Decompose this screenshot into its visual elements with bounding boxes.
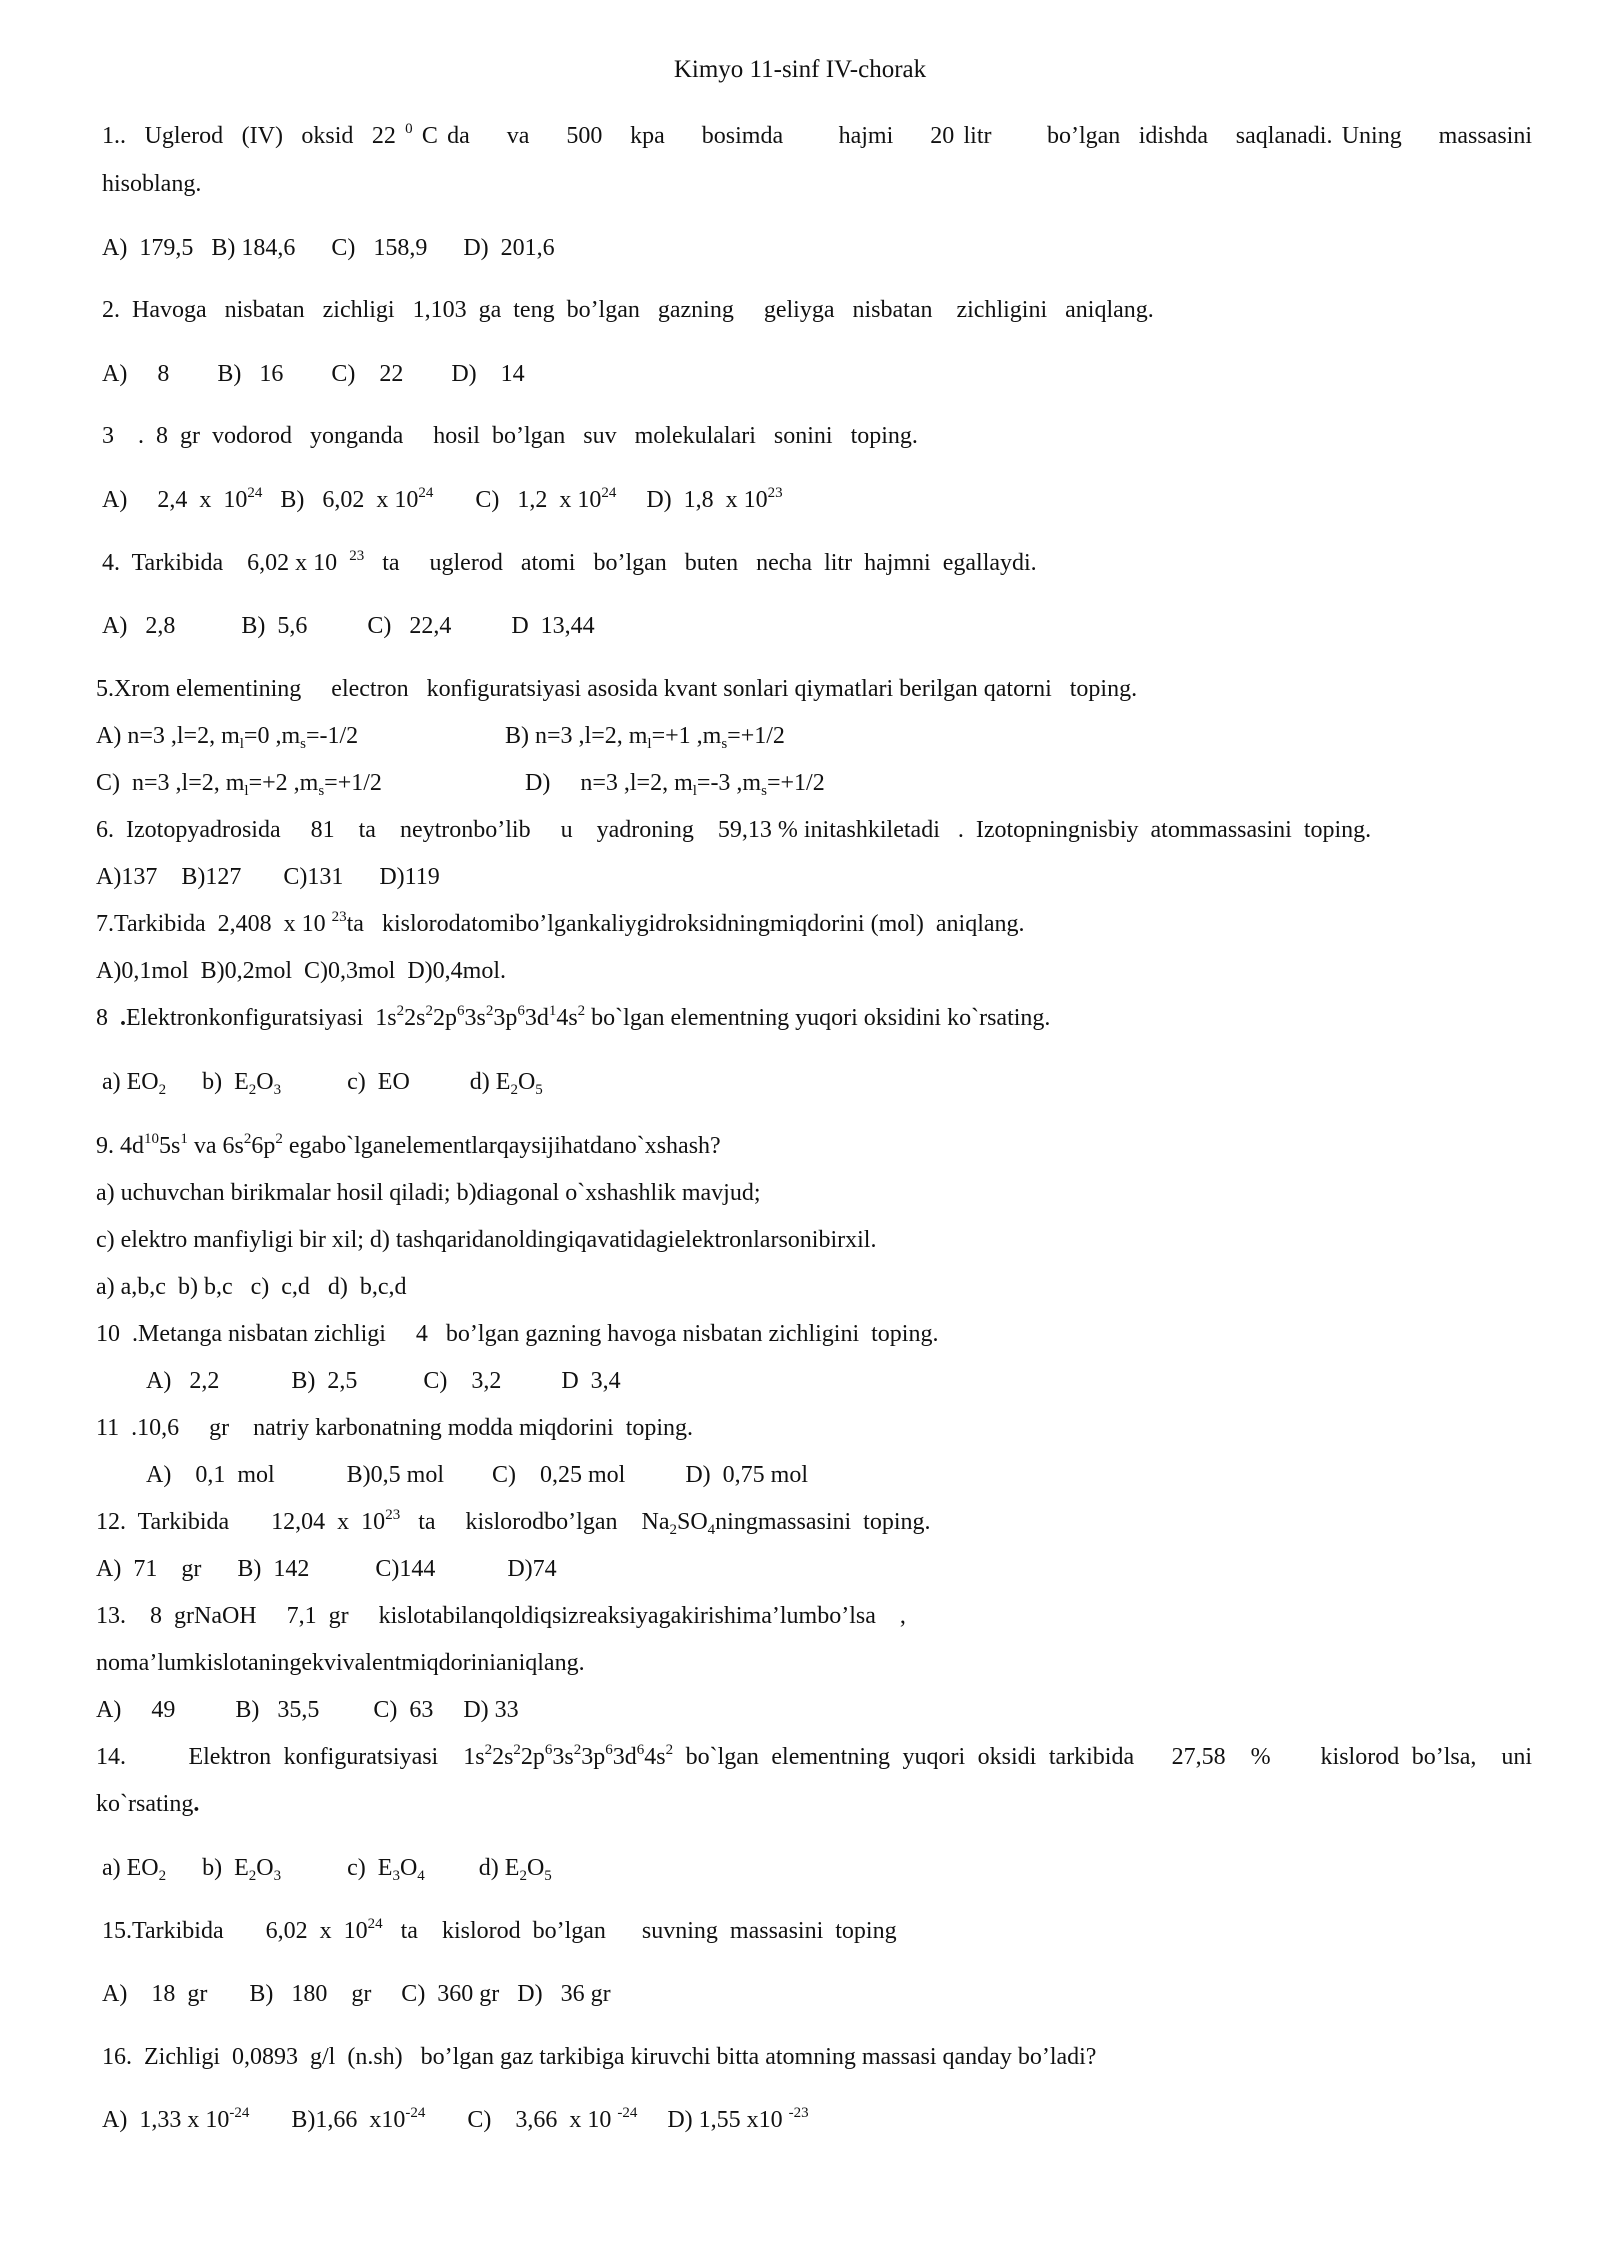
question-11-text: 11 .10,6 gr natriy karbonatning modda miqdorini toping. [96,1415,694,1441]
question-12-text: 12. Tarkibida 12,04 x $10^{23}$ ta kislorodbo’lgan $Na_2SO_4ningmassasini$ toping. [96,1507,931,1538]
question-16-text: 16. Zichligi 0,0893 g/l (n.sh) bo’lgan gaz tarkibiga kiruvchi bitta atomning massasi qanday bo’ladi? [102,2044,1097,2070]
question-15-text: 15.Tarkibida 6,02 x $10^{24}$ ta kislorod bo’lgan suvning massasini toping [102,1916,897,1944]
page-title: Kimyo 11-sinf IV-chorak [673,56,927,83]
question-1-text-cont: hisoblang. [102,171,202,197]
question-7-options: A)0,1mol B)0,2mol C)0,3mol D)0,4mol. [96,958,506,984]
question-2-options: A) 8 B) 16 C) 22 D) 14 [102,361,525,387]
question-9-text: 9. $4d^{10}5s^1$ va $6s^26p^2$ egabo`lganelementlarqaysijihatdano`xshash? [96,1131,721,1159]
question-7-text: 7.Tarkibida 2,408 x 10 $^{23}$ta kislorodatomibo’lgankaliygidroksidningmiqdorini (mol) aniqlang. [96,909,1025,937]
question-5-option-c: C) n=3 ,l=2, $m_l=+2$ $,m_s=+1/2$ [96,770,382,799]
question-6-text: 6. Izotopyadrosida 81 ta neytronbo’lib u yadroning 59,13 % initashkiletadi . Izotopningnisbiy atommassasini toping. [96,817,1372,843]
question-14-text-cont: ko`rsating. [96,1791,200,1817]
question-5-option-a: A) n=3 ,l=2, $m_l=0$ $,m_s=-1/2$ [96,723,359,752]
question-9-line-1: a) uchuvchan birikmalar hosil qiladi; b)diagonal o`xshashlik mavjud; [96,1180,761,1206]
question-5-text: 5.Xrom elementining electron konfiguratsiyasi asosida kvant sonlari qiymatlari berilgan qatorni toping. [96,676,1138,702]
question-3-text: 3 . 8 gr vodorod yonganda hosil bo’lgan suv molekulalari sonini toping. [102,423,918,449]
question-5-option-d: D) n=3 ,l=2, $m_l=-3$ $,m_s=+1/2$ [525,770,825,799]
question-4-text: 4. Tarkibida 6,02 x 10 $^{23}$ ta uglerod atomi bo’lgan buten necha litr hajmni egallaydi. [102,548,1037,576]
question-13-text-cont: noma’lumkislotaningekvivalentmiqdorinianiqlang. [96,1650,585,1676]
question-8-options: a) $EO_2$ b) $E_2O_3$ c) EO d) $E_2O_5$ [102,1069,543,1098]
question-10-text: 10 .Metanga nisbatan zichligi 4 bo’lgan gazning havoga nisbatan zichligini toping. [96,1321,939,1347]
question-9-options: a) a,b,c b) b,c c) c,d d) b,c,d [96,1274,407,1300]
question-2-text: 2. Havoga nisbatan zichligi 1,103 ga teng bo’lgan gazning geliyga nisbatan zichligini aniqlang. [102,297,1154,323]
question-13-text: 13. 8 grNaOH 7,1 gr kislotabilanqoldiqsizreaksiyagakirishima’lumbo’lsa , [96,1603,906,1629]
question-8-text: 8 .Elektronkonfiguratsiyasi $1s^22s^22p^63s^23p^63d^14s^2$ bo`lgan elementning yuqori oksidini ko`rsating. [96,1003,1051,1031]
question-3-options: A) 2,4 x $10^{24}$ B) 6,02 x $10^{24}$ C) 1,2 x $10^{24}$ D) 1,8 x $10^{23}$ [102,485,783,513]
question-14-options: a) $EO_2$ b) $E_2O_3$ c) $E_3O_4$ d) $E_2O_5$ [102,1855,552,1884]
question-10-options: A) 2,2 B) 2,5 C) 3,2 D 3,4 [146,1368,621,1394]
question-4-options: A) 2,8 B) 5,6 C) 22,4 D 13,44 [102,613,595,639]
question-5-option-b: B) n=3 ,l=2, $m_l=+1$ $,m_s=+1/2$ [505,723,785,752]
question-12-options: A) 71 gr B) 142 C)144 D)74 [96,1556,557,1582]
question-1-text: 1.. Uglerod (IV) oksid 22 $^0$ C da va 500 kpa bosimda hajmi 20 litr bo’lgan idishda saqlanadi. Uning massasini [102,121,1532,149]
question-9-line-2: c) elektro manfiyligi bir xil; d) tashqaridanoldingiqavatidagielektronlarsonibirxil. [96,1227,877,1253]
question-16-options: A) 1,33 x $10^{-24}$ B)1,66 $x10^{-24}$ C) 3,66 x 10 $^{-24}$ D) 1,55 x10 $^{-23}$ [102,2105,809,2133]
question-13-options: A) 49 B) 35,5 C) 63 D) 33 [96,1697,519,1723]
question-6-options: A)137 B)127 C)131 D)119 [96,864,440,890]
question-11-options: A) 0,1 mol B)0,5 mol C) 0,25 mol D) 0,75 mol [146,1462,808,1488]
question-1-options: A) 179,5 B) 184,6 C) 158,9 D) 201,6 [102,235,555,261]
question-14-text: 14. Elektron konfiguratsiyasi $1s^22s^22p^63s^23p^63d^64s^2$ bo`lgan elementning yuqori oksidi tarkibida 27,58 % kislorod bo’lsa, uni [96,1742,1533,1770]
question-15-options: A) 18 gr B) 180 gr C) 360 gr D) 36 gr [102,1981,611,2007]
